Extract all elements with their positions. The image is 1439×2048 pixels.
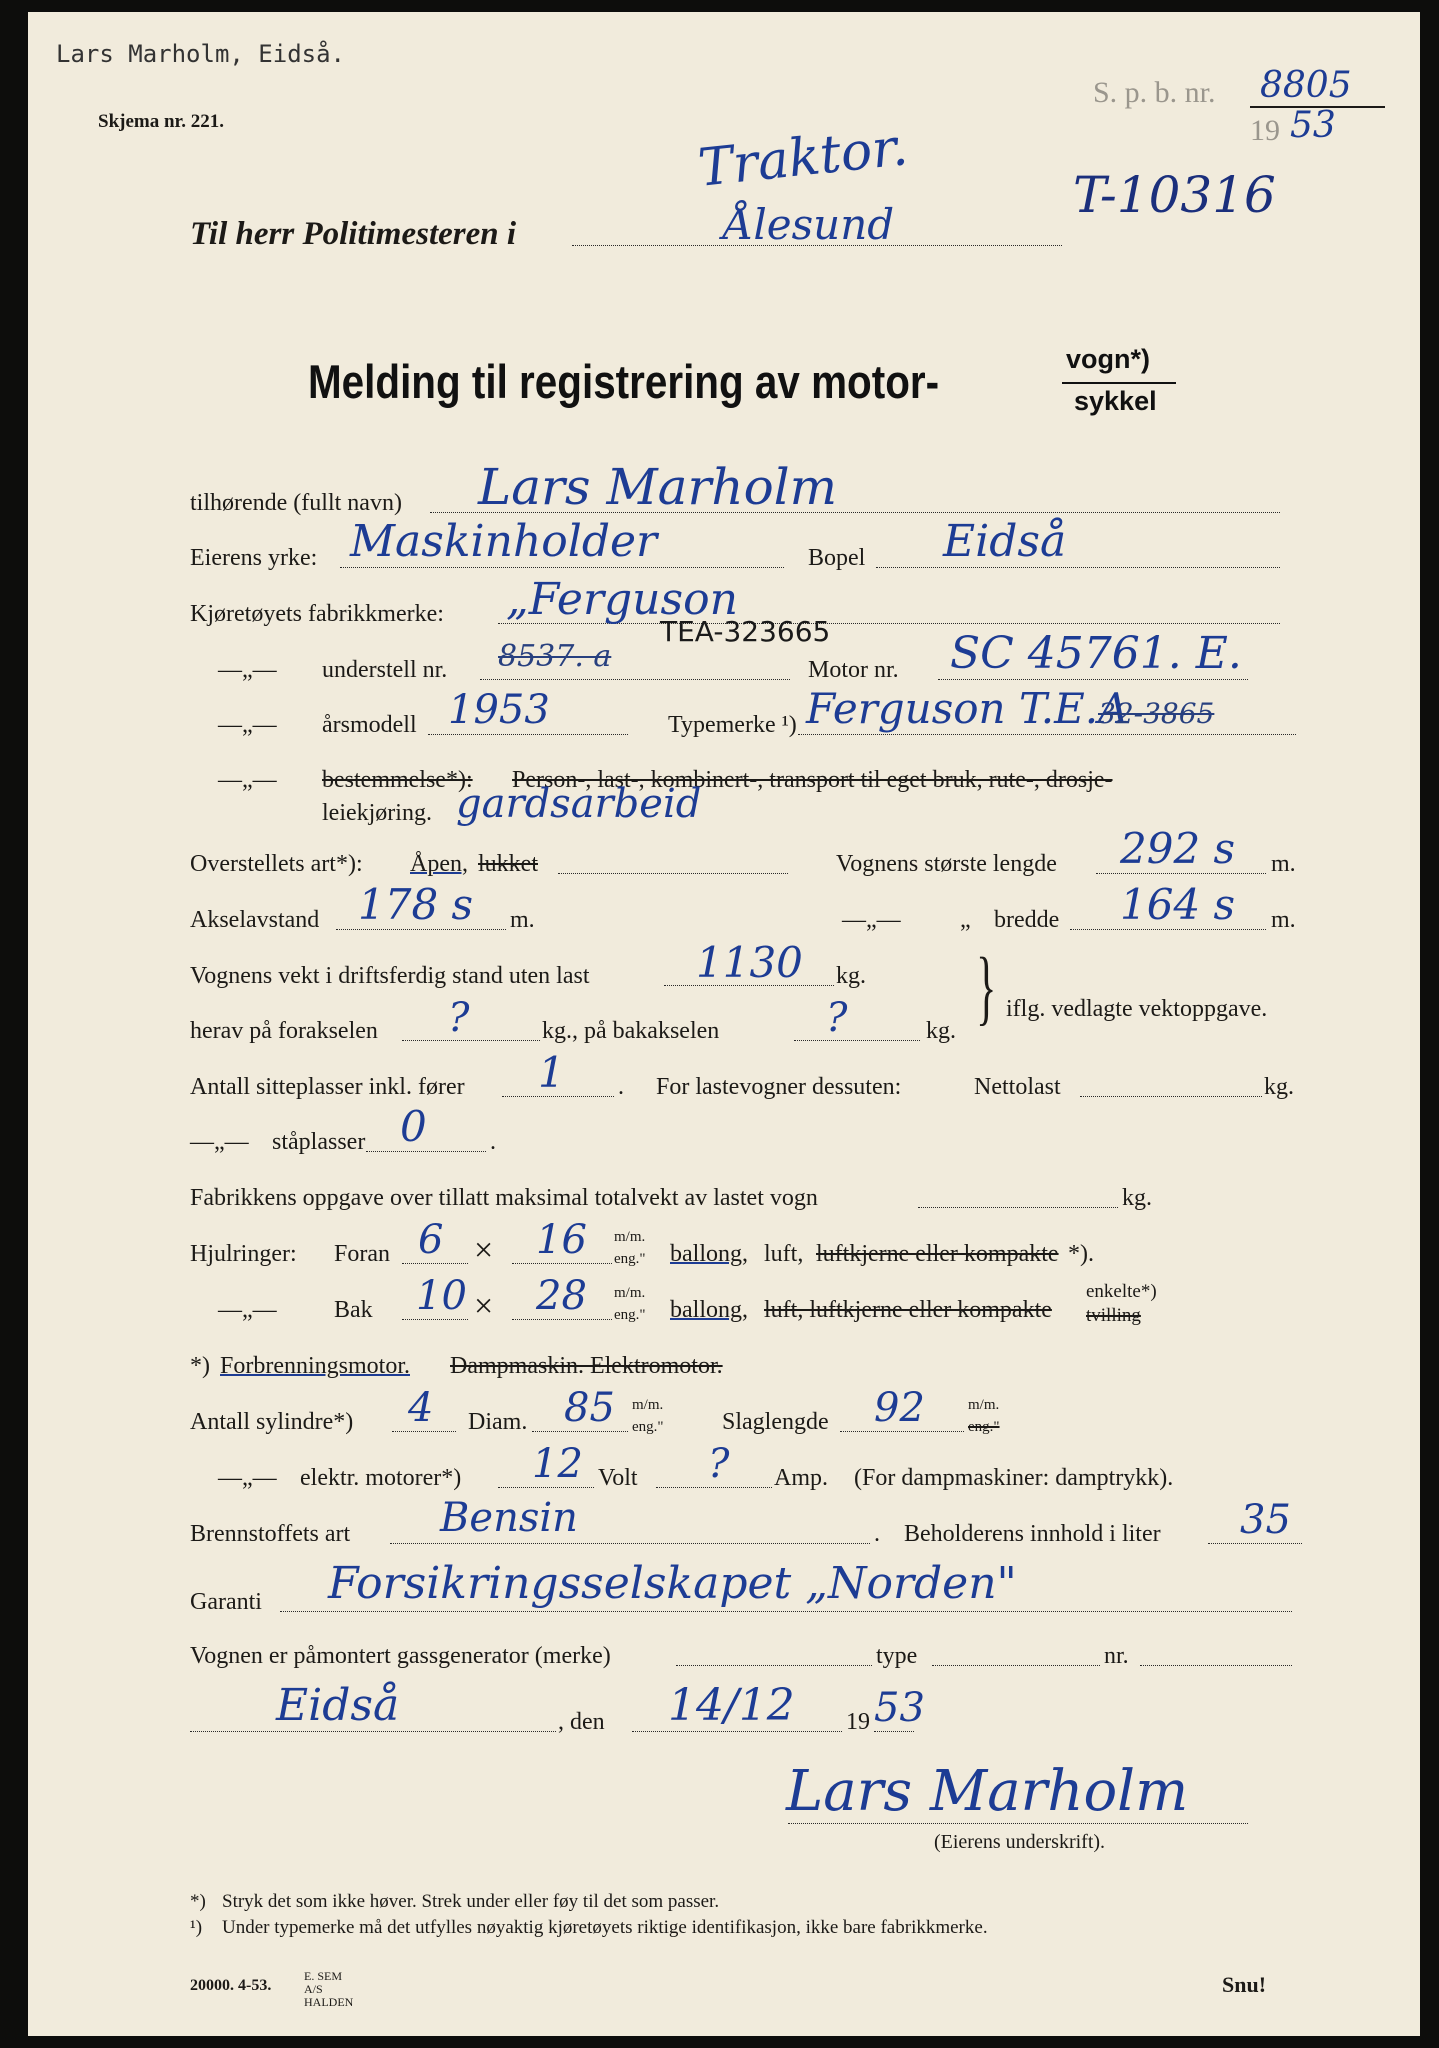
tank-value: 35	[1240, 1497, 1291, 1543]
guarantee-label: Garanti	[190, 1589, 262, 1615]
date-year-value: 53	[874, 1685, 925, 1731]
tyre-single: enkelte*)	[1086, 1281, 1157, 1302]
ditto-standing: —„—	[190, 1129, 249, 1155]
gas-nr-line	[1140, 1665, 1292, 1666]
motor-line	[938, 679, 1248, 680]
net-load-line	[1080, 1096, 1262, 1097]
width-line	[1070, 929, 1266, 930]
engine-combustion: Forbrenningsmotor.	[220, 1353, 410, 1379]
front-tyre-close: *).	[1068, 1241, 1094, 1267]
registration-number: T-10316	[1073, 166, 1276, 224]
tank-line	[1208, 1543, 1302, 1544]
cylinders-value: 4	[408, 1385, 434, 1431]
rear-wheels-label: Bak	[334, 1297, 373, 1323]
front-tyre-rest: luftkjerne eller kompakte	[816, 1241, 1059, 1267]
volt-line	[498, 1487, 594, 1488]
max-weight-unit: kg.	[1122, 1185, 1152, 1211]
form-title: Melding til registrering av motor-	[308, 355, 940, 408]
tyre-twin: tvilling	[1086, 1305, 1141, 1326]
owner-label: tilhørende (fullt navn)	[190, 490, 402, 516]
length-label: Vognens største lengde	[836, 851, 1057, 877]
date-value: 14/12	[668, 1680, 795, 1731]
date-line	[632, 1731, 842, 1732]
purpose-options: Person-, last-, kombinert-, transport til eget bruk, rute-, drosje-	[512, 767, 1113, 793]
model-year-label: årsmodell	[322, 712, 417, 738]
rear-wheel-a: 10	[416, 1273, 467, 1319]
occupation-line	[340, 567, 784, 568]
print-code: 20000. 4-53.	[190, 1977, 272, 1994]
standing-line	[366, 1151, 486, 1152]
front-axle-value: ?	[448, 995, 470, 1041]
year-suffix: 53	[1290, 105, 1336, 146]
net-load-unit: kg.	[1264, 1074, 1294, 1100]
cylinders-label: Antall sylindre*)	[190, 1409, 354, 1435]
footnote-2-mark: ¹)	[190, 1917, 203, 1938]
printer-mark: E. SEM A/S HALDEN	[304, 1969, 354, 2010]
ditto-rear: —„—	[218, 1297, 277, 1323]
purpose-value: gardsarbeid	[456, 781, 702, 827]
body-label: Overstellets art*):	[190, 851, 363, 877]
amp-value: ?	[708, 1441, 730, 1487]
weight-unit: kg.	[836, 963, 866, 989]
body-line	[558, 873, 788, 874]
title-vogn: vogn*)	[1066, 344, 1150, 374]
rear-eng: eng."	[614, 1307, 646, 1323]
motor-value: SC 45761. E.	[950, 628, 1242, 679]
purpose-label: bestemmelse*):	[322, 767, 473, 793]
footnote-2: Under typemerke må det utfylles nøyaktig kjøretøyets riktige identifikasjon, ikke bare fabrikkmerke.	[222, 1917, 988, 1938]
ditto-purpose: —„—	[218, 767, 277, 793]
signature-line	[788, 1823, 1248, 1824]
body-open: Åpen,	[410, 851, 468, 877]
gas-make-line	[676, 1665, 872, 1666]
chassis-struck-value: 8537. a	[498, 639, 612, 674]
make-value: „Ferguson	[506, 574, 738, 625]
front-mm: m/m.	[614, 1229, 646, 1245]
stroke-value: 92	[874, 1385, 925, 1431]
guarantee-value: Forsikringsselskapet „Norden"	[328, 1558, 1017, 1609]
max-weight-label: Fabrikkens oppgave over tillatt maksimal totalvekt av lastet vogn	[190, 1185, 818, 1211]
residence-label: Bopel	[808, 545, 866, 571]
width-label: bredde	[994, 907, 1060, 933]
turn-over: Snu!	[1222, 1972, 1267, 1997]
gas-nr-label: nr.	[1104, 1643, 1129, 1669]
rear-wheel-b: 28	[536, 1273, 587, 1319]
place-value: Eidså	[276, 1680, 400, 1731]
type-line	[798, 734, 1296, 735]
rear-tyre-rest: luft, luftkjerne eller kompakte	[764, 1297, 1052, 1323]
body-closed: lukket	[478, 851, 538, 877]
length-unit: m.	[1271, 851, 1296, 877]
weight-brace: }	[976, 941, 997, 1034]
seats-label: Antall sitteplasser inkl. fører	[190, 1074, 465, 1100]
guarantee-line	[280, 1611, 1292, 1612]
width-quote: „	[960, 907, 971, 933]
owner-signature: Lars Marholm	[786, 1759, 1189, 1824]
fuel-label: Brennstoffets art	[190, 1521, 351, 1547]
amp-label: Amp.	[774, 1465, 828, 1491]
front-axle-label: herav på forakselen	[190, 1018, 378, 1044]
typed-owner: Lars Marholm, Eidså.	[56, 40, 345, 68]
type-label: Typemerke ¹)	[668, 712, 797, 738]
schema-number: Skjema nr. 221.	[98, 111, 224, 132]
gas-label: Vognen er påmontert gassgenerator (merke)	[190, 1643, 611, 1669]
gas-type-line	[932, 1665, 1100, 1666]
rear-wheel-a-line	[402, 1319, 468, 1320]
front-tyre-ballong: ballong,	[670, 1241, 748, 1267]
cylinders-line	[392, 1431, 456, 1432]
rear-axle-line	[794, 1040, 920, 1041]
model-year-line	[428, 734, 628, 735]
engine-other: Dampmaskin. Elektromotor.	[450, 1353, 723, 1379]
front-eng: eng."	[614, 1251, 646, 1267]
front-tyre-luft: luft,	[764, 1241, 804, 1267]
residence-value: Eidså	[943, 516, 1067, 567]
stroke-label: Slaglengde	[722, 1409, 829, 1435]
weight-value: 1130	[696, 938, 803, 987]
front-axle-unit: kg., på bakakselen	[542, 1018, 720, 1044]
form-page: Lars Marholm, Eidså. Skjema nr. 221. S. p. b. nr. 8805 19 53 Traktor. T-10316 Til herr Politimesteren i Ålesund Melding til registrering av motor- vogn*) sykkel tilhørende (fullt navn) Lars Marholm Eierens yrke: Maskinholder Bopel Eidså Kjøretøyets fabrikkmerke: „Ferguson —„— understell nr. 8537. a TEA-323665 Motor nr. SC 45761. E. —„— årsmodell 1953 Typemerke ¹) Ferguson T.E.A 32-3865 —„— bestemmelse*): Person-, last-, kombinert-, transport til eget bruk, rute-, drosje- leiekjøring. gardsarbeid Overstellets art*): Åpen, lukket Vognens største lengde 292 s m. Akselavstand 178 s m. —„— „ bredde 164 s m. Vognens vekt i driftsferdig stand uten last 1130 kg. } iflg. vedlagte vektoppgave. herav på forakselen ? kg., på bakakselen ? kg. Antall sitteplasser inkl. fører 1 . For lastevogner dessuten: Nettolast kg. —„— ståplasser 0 . Fabrikkens oppgave over tillatt maksimal totalvekt av lastet vogn kg. Hjulringer: Foran 6 × 16 m/m. eng." ballong, luft, luftkjerne eller kompakte *). —„— Bak 10 × 28 m/m. eng." ballong, luft, luftkjerne eller kompakte enkelte*) tvilling *) Forbrenningsmotor. Dampmaskin. Elektromotor. Antall sylindre*) 4 Diam. 85 m/m. eng." Slaglengde 92 m/m. eng." —„— elektr. motorer*) 12 Volt ? Amp. (For dampmaskiner: damptrykk). Brennstoffets art Bensin . Beholderens innhold i liter 35 Garanti Forsikringsselskapet „Norden" Vognen er påmontert gassgenerator (merke) type nr. Eidså , den 14/12 19 53 Lars Marholm (Eierens underskrift). *) Stryk det som ikke høver. Strek under eller føy til det som passer. ¹) Under typemerke må det utfylles nøyaktig kjøretøyets riktige identifikasjon, ikke bare fabrikkmerke. 20000. 4-53. E. SEM A/S HALDEN Snu!	[28, 12, 1420, 2036]
steam-note: (For dampmaskiner: damptrykk).	[854, 1465, 1174, 1491]
front-wheel-a: 6	[418, 1217, 444, 1263]
seats-value: 1	[538, 1048, 565, 1097]
weight-label: Vognens vekt i driftsferdig stand uten last	[190, 963, 590, 989]
occupation-label: Eierens yrke:	[190, 545, 318, 571]
rear-axle-unit: kg.	[926, 1018, 956, 1044]
standing-value: 0	[400, 1102, 427, 1151]
footnote-1-mark: *)	[190, 1891, 206, 1912]
front-times: ×	[474, 1232, 494, 1269]
ditto-chassis: —„—	[218, 657, 277, 683]
spb-number: 8805	[1260, 65, 1352, 106]
type-struck-value: 32-3865	[1098, 697, 1215, 730]
residence-line	[876, 567, 1280, 568]
engine-star: *)	[190, 1353, 210, 1379]
diam-mm: m/m.	[632, 1397, 664, 1413]
type-value: Ferguson T.E.A	[806, 684, 1129, 733]
net-load-label: Nettolast	[974, 1074, 1061, 1100]
diam-label: Diam.	[468, 1409, 528, 1435]
length-value: 292 s	[1120, 824, 1236, 873]
signature-caption: (Eierens underskrift).	[934, 1831, 1106, 1853]
year-prefix: 19	[1250, 114, 1280, 147]
rear-mm: m/m.	[614, 1285, 646, 1301]
front-axle-line	[402, 1040, 540, 1041]
rear-times: ×	[474, 1288, 494, 1325]
occupation-value: Maskinholder	[350, 516, 658, 567]
recipient-label: Til herr Politimesteren i	[190, 216, 517, 252]
volt-value: 12	[532, 1441, 583, 1487]
motor-label: Motor nr.	[808, 657, 899, 683]
title-fraction-bar	[1062, 382, 1176, 384]
electric-label: elektr. motorer*)	[300, 1465, 462, 1491]
weight-note: iflg. vedlagte vektoppgave.	[1006, 996, 1268, 1022]
title-sykkel: sykkel	[1074, 386, 1157, 416]
front-wheel-b-line	[512, 1263, 612, 1264]
front-wheel-a-line	[402, 1263, 468, 1264]
wheelbase-unit: m.	[510, 907, 535, 933]
rear-axle-value: ?	[826, 995, 848, 1041]
ditto-year: —„—	[218, 712, 277, 738]
tank-label: Beholderens innhold i liter	[904, 1521, 1161, 1547]
chassis-line	[480, 679, 790, 680]
gas-type-label: type	[876, 1643, 918, 1669]
wheelbase-value: 178 s	[358, 880, 474, 929]
recipient-city: Ålesund	[723, 200, 895, 249]
width-unit: m.	[1271, 907, 1296, 933]
place-line	[190, 1731, 556, 1732]
fuel-line	[390, 1543, 870, 1544]
rear-wheel-b-line	[512, 1319, 612, 1320]
stroke-eng: eng."	[968, 1419, 1000, 1435]
stroke-mm: m/m.	[968, 1397, 1000, 1413]
spb-label: S. p. b. nr.	[1093, 76, 1216, 109]
diam-value: 85	[564, 1385, 615, 1431]
purpose-line2: leiekjøring.	[322, 800, 432, 826]
length-line	[1096, 873, 1266, 874]
front-wheels-label: Foran	[334, 1241, 390, 1267]
amp-line	[656, 1487, 772, 1488]
model-year-value: 1953	[448, 687, 550, 733]
width-value: 164 s	[1120, 880, 1236, 929]
date-year-line	[874, 1731, 914, 1732]
vehicle-kind: Traktor.	[695, 117, 911, 199]
wheelbase-line	[336, 929, 506, 930]
diam-eng: eng."	[632, 1419, 664, 1435]
footnote-1: Stryk det som ikke høver. Strek under eller føy til det som passer.	[222, 1891, 720, 1912]
max-weight-line	[918, 1207, 1118, 1208]
ditto-width: —„—	[842, 907, 901, 933]
standing-label: ståplasser	[272, 1129, 366, 1155]
rear-tyre-ballong: ballong,	[670, 1297, 748, 1323]
diam-line	[532, 1431, 628, 1432]
fuel-value: Bensin	[440, 1495, 578, 1541]
make-label: Kjøretøyets fabrikkmerke:	[190, 601, 444, 627]
owner-value: Lars Marholm	[478, 458, 838, 516]
volt-label: Volt	[598, 1465, 638, 1491]
date-year-prefix: 19	[846, 1709, 870, 1735]
wheelbase-label: Akselavstand	[190, 907, 320, 933]
chassis-value: TEA-323665	[660, 615, 831, 648]
chassis-label: understell nr.	[322, 657, 448, 683]
wheels-label: Hjulringer:	[190, 1241, 297, 1267]
date-den: , den	[558, 1709, 605, 1735]
stroke-line	[840, 1431, 964, 1432]
cargo-label: For lastevogner dessuten:	[656, 1074, 902, 1100]
ditto-electric: —„—	[218, 1465, 277, 1491]
front-wheel-b: 16	[536, 1217, 587, 1263]
